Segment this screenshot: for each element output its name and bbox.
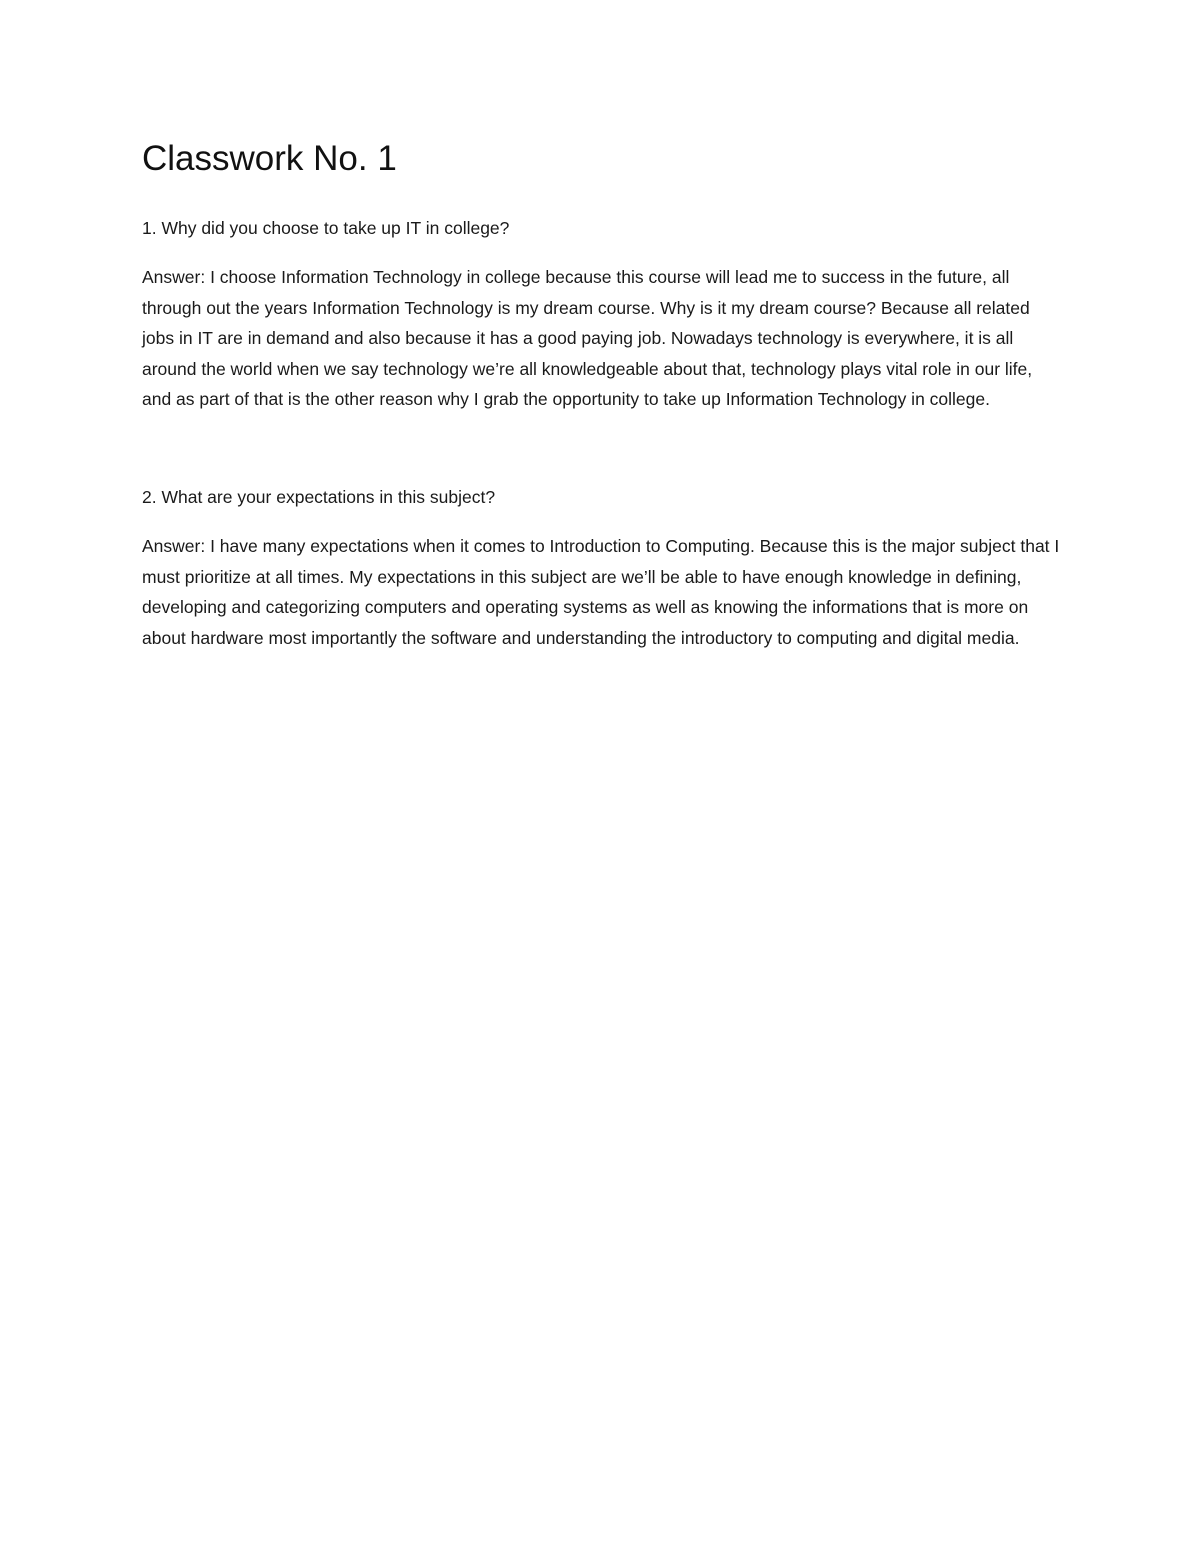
question-section-2 [142,482,1062,654]
section-spacer [142,415,1062,482]
question-1: 1. Why did you choose to take up IT in college? [142,217,510,238]
document-title: Classwork No. 1 [142,139,397,178]
answer-2: Answer: I have many expectations when it comes to Introduction to Computing. Because this is the major subject that I must prioritize at all times. My expectations in this subject are we’ll be able to have enough knowledge in defining, developing and categorizing computers and operating systems as well as knowing the informations that is more on about hardware most importantly the software and understanding the introductory to computing and digital media. [142,536,1060,648]
answer-1: Answer: I choose Information Technology in college because this course will lead me to success in the future, all through out the years Information Technology is my dream course. Why is it my dream course? Because all related jobs in IT are in demand and also because it has a good paying job. Nowadays technology is everywhere, it is all around the world when we say technology we’re all knowledgeable about that, technology plays vital role in our life, and as part of that is the other reason why I grab the opportunity to take up Information Technology in college. [142,267,1033,409]
document-page [142,140,1062,653]
question-section-1 [142,213,1062,415]
question-2: 2. What are your expectations in this subject? [142,486,496,507]
